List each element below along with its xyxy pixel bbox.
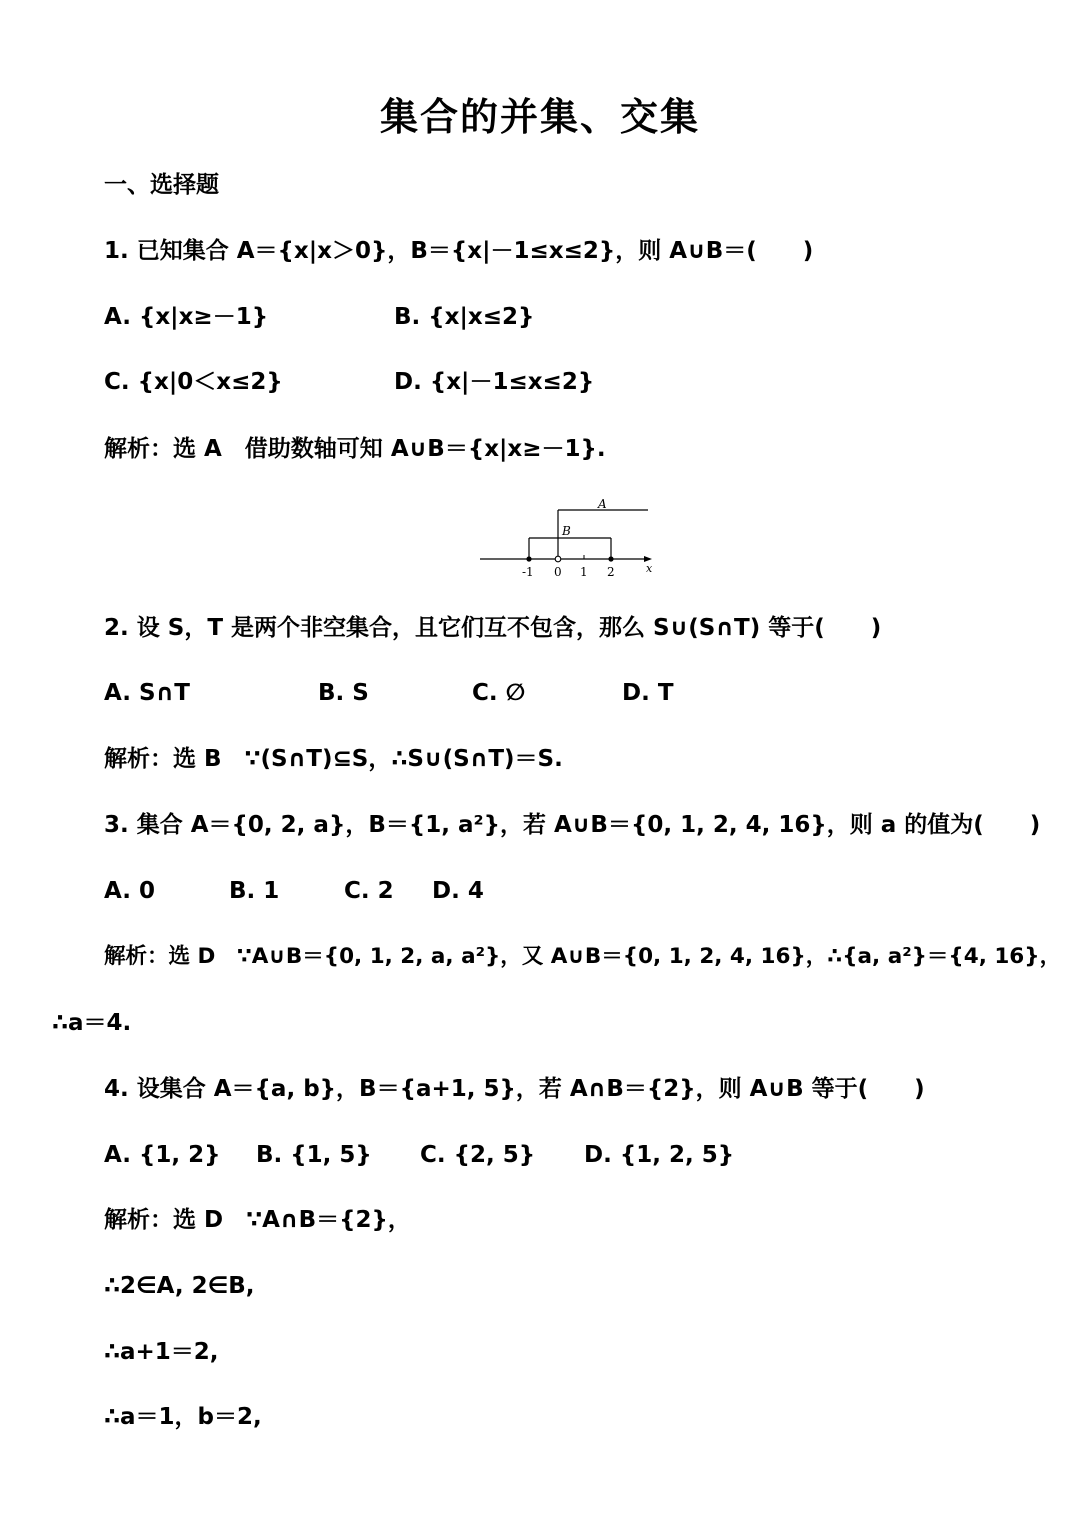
q2-option-c: C. ∅	[472, 680, 526, 706]
q1-option-d: D. {x|－1≤x≤2}	[394, 369, 595, 395]
label-axis-x: x	[646, 562, 653, 575]
q1-option-a: A. {x|x≥－1}	[104, 304, 269, 330]
q3-analysis-line-2: ∴a＝4.	[52, 1010, 132, 1036]
question-4-stem: 4. 设集合 A＝{a, b}，B＝{a+1, 5}，若 A∩B＝{2}，则 A∪B 等于( )	[104, 1076, 925, 1102]
q3-option-c: C. 2	[344, 878, 394, 904]
q3-option-d: D. 4	[432, 878, 484, 904]
q4-analysis-line: ∴a+1＝2,	[104, 1339, 219, 1365]
q2-option-b: B. S	[318, 680, 369, 706]
q1-option-c: C. {x|0＜x≤2}	[104, 369, 283, 395]
tick-label: 2	[607, 565, 615, 579]
label-set-b: B	[562, 524, 571, 538]
tick-label: 0	[554, 565, 562, 579]
question-2-stem: 2. 设 S，T 是两个非空集合，且它们互不包含，那么 S∪(S∩T) 等于( )	[104, 615, 882, 641]
q1-analysis: 解析：选 A 借助数轴可知 A∪B＝{x|x≥－1}.	[104, 436, 606, 462]
label-set-a: A	[598, 497, 607, 511]
q4-option-d: D. {1, 2, 5}	[584, 1142, 735, 1168]
q4-analysis-line: ∴a＝1，b＝2,	[104, 1404, 262, 1430]
q4-option-b: B. {1, 5}	[256, 1142, 372, 1168]
q3-option-b: B. 1	[229, 878, 280, 904]
q4-analysis-line: ∴2∈A, 2∈B,	[104, 1273, 255, 1299]
q2-analysis: 解析：选 B ∵(S∩T)⊆S，∴S∪(S∩T)＝S.	[104, 746, 563, 772]
q1-option-b: B. {x|x≤2}	[394, 304, 535, 330]
tick-label: 1	[580, 565, 588, 579]
section-heading: 一、选择题	[104, 172, 219, 198]
question-1-stem: 1. 已知集合 A＝{x|x＞0}，B＝{x|－1≤x≤2}，则 A∪B＝( )	[104, 238, 814, 264]
q2-option-d: D. T	[622, 680, 674, 706]
question-3-stem: 3. 集合 A＝{0, 2, a}，B＝{1, a²}，若 A∪B＝{0, 1, 2, 4, 16}，则 a 的值为( )	[104, 812, 1041, 838]
q4-option-a: A. {1, 2}	[104, 1142, 221, 1168]
q4-option-c: C. {2, 5}	[420, 1142, 536, 1168]
number-line-figure	[470, 492, 670, 582]
tick-label: -1	[522, 565, 534, 579]
q3-analysis-line-1: 解析：选 D ∵A∪B＝{0, 1, 2, a, a²}，又 A∪B＝{0, 1, 2, 4, 16}，∴{a, a²}＝{4, 16}，	[104, 944, 1062, 969]
q3-option-a: A. 0	[104, 878, 155, 904]
page-title: 集合的并集、交集	[379, 94, 700, 139]
q2-option-a: A. S∩T	[104, 680, 190, 706]
q4-analysis-line: 解析：选 D ∵A∩B＝{2}，	[104, 1207, 411, 1233]
